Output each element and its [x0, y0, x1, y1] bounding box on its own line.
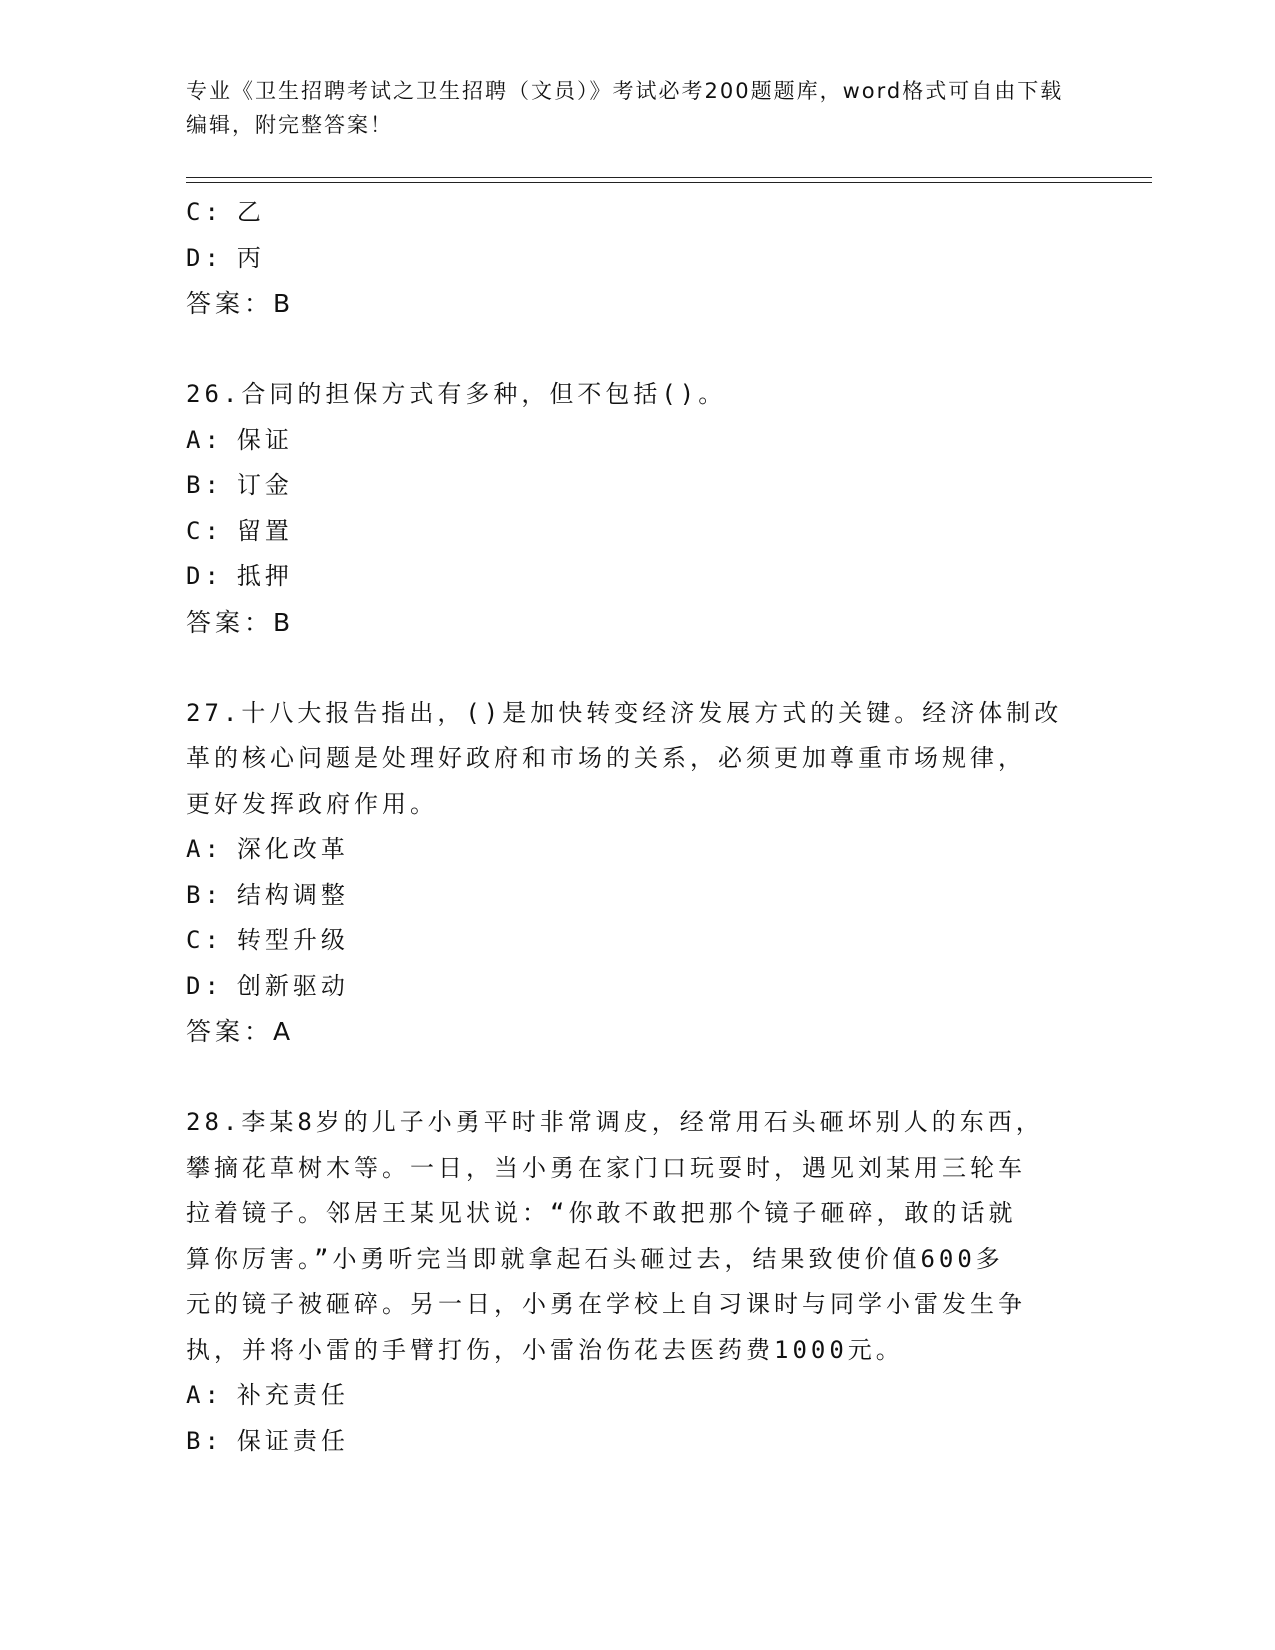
- option-letter: A:: [186, 425, 223, 454]
- option-text: 补充责任: [236, 1381, 349, 1409]
- header-divider: [186, 177, 1152, 178]
- option-letter: B:: [186, 471, 223, 499]
- option-letter: C:: [186, 516, 223, 545]
- option-a: [186, 418, 1086, 464]
- question-content: [186, 190, 1086, 1464]
- option-letter: A:: [186, 1381, 223, 1409]
- option-text: 保证责任: [236, 1426, 349, 1455]
- option-text: 深化改革: [236, 835, 349, 863]
- option-d: [186, 964, 1086, 1010]
- spacer: [186, 645, 1086, 691]
- option-text: 丙: [236, 243, 265, 272]
- option-letter: C:: [186, 926, 223, 954]
- question-26-stem: [186, 372, 1076, 418]
- question-stem-line: 27.十八大报告指出，()是加快转变经济发展方式的关键。经济体制改: [186, 698, 1063, 727]
- option-text: 结构调整: [236, 880, 349, 909]
- question-stem-line: 元的镜子被砸碎。另一日，小勇在学校上自习课时与同学小雷发生争: [186, 1290, 1026, 1318]
- answer-line: 答案：B: [186, 607, 295, 637]
- option-d: [186, 554, 1086, 600]
- spacer: [186, 327, 1086, 373]
- option-text: 转型升级: [236, 926, 349, 954]
- question-stem-line: 28.李某8岁的儿子小勇平时非常调皮，经常用石头砸坏别人的东西，: [186, 1108, 1044, 1136]
- option-a: [186, 827, 1086, 873]
- option-text: 创新驱动: [236, 971, 349, 1000]
- question-stem-line: 更好发挥政府作用。: [186, 789, 438, 818]
- answer-line: 答案：B: [186, 289, 295, 318]
- question-stem-line: 26.合同的担保方式有多种，但不包括()。: [186, 380, 727, 408]
- option-letter: D:: [186, 971, 223, 1000]
- option-text: 乙: [236, 198, 265, 226]
- question-stem-line: 执，并将小雷的手臂打伤，小雷治伤花去医药费1000元。: [186, 1335, 904, 1364]
- document-header: 专业《卫生招聘考试之卫生招聘（文员）》考试必考200题题库，word格式可自由下载编辑，附完整答案！: [186, 79, 1064, 137]
- question-stem-line: 革的核心问题是处理好政府和市场的关系，必须更加尊重市场规律，: [186, 744, 1026, 772]
- option-letter: C:: [186, 198, 223, 226]
- option-c: [186, 918, 1086, 964]
- question-28-stem: [186, 1100, 1076, 1373]
- spacer: [186, 1055, 1086, 1101]
- option-text: 订金: [236, 471, 293, 499]
- option-letter: D:: [186, 243, 223, 272]
- question-stem-line: 攀摘花草树木等。一日，当小勇在家门口玩耍时，遇见刘某用三轮车: [186, 1153, 1026, 1182]
- question-stem-line: 算你厉害。”小勇听完当即就拿起石头砸过去，结果致使价值600多: [186, 1244, 1004, 1273]
- option-text: 保证: [236, 425, 293, 454]
- option-d: [186, 236, 1086, 282]
- option-text: 留置: [236, 516, 293, 545]
- option-a: [186, 1373, 1086, 1419]
- question-stem-line: 拉着镜子。邻居王某见状说：“你敢不敢把那个镜子砸碎，敢的话就: [186, 1199, 1017, 1227]
- option-letter: A:: [186, 835, 223, 863]
- option-letter: B:: [186, 880, 223, 909]
- header-divider-double: [186, 182, 1152, 183]
- option-text: 抵押: [236, 562, 293, 590]
- option-letter: B:: [186, 1426, 223, 1455]
- option-c: [186, 190, 1086, 236]
- question-27-stem: [186, 691, 1076, 828]
- option-b: [186, 873, 1086, 919]
- option-c: [186, 509, 1086, 555]
- option-b: [186, 1419, 1086, 1465]
- option-b: [186, 463, 1086, 509]
- answer-line: 答案：A: [186, 1017, 295, 1046]
- option-letter: D:: [186, 562, 223, 590]
